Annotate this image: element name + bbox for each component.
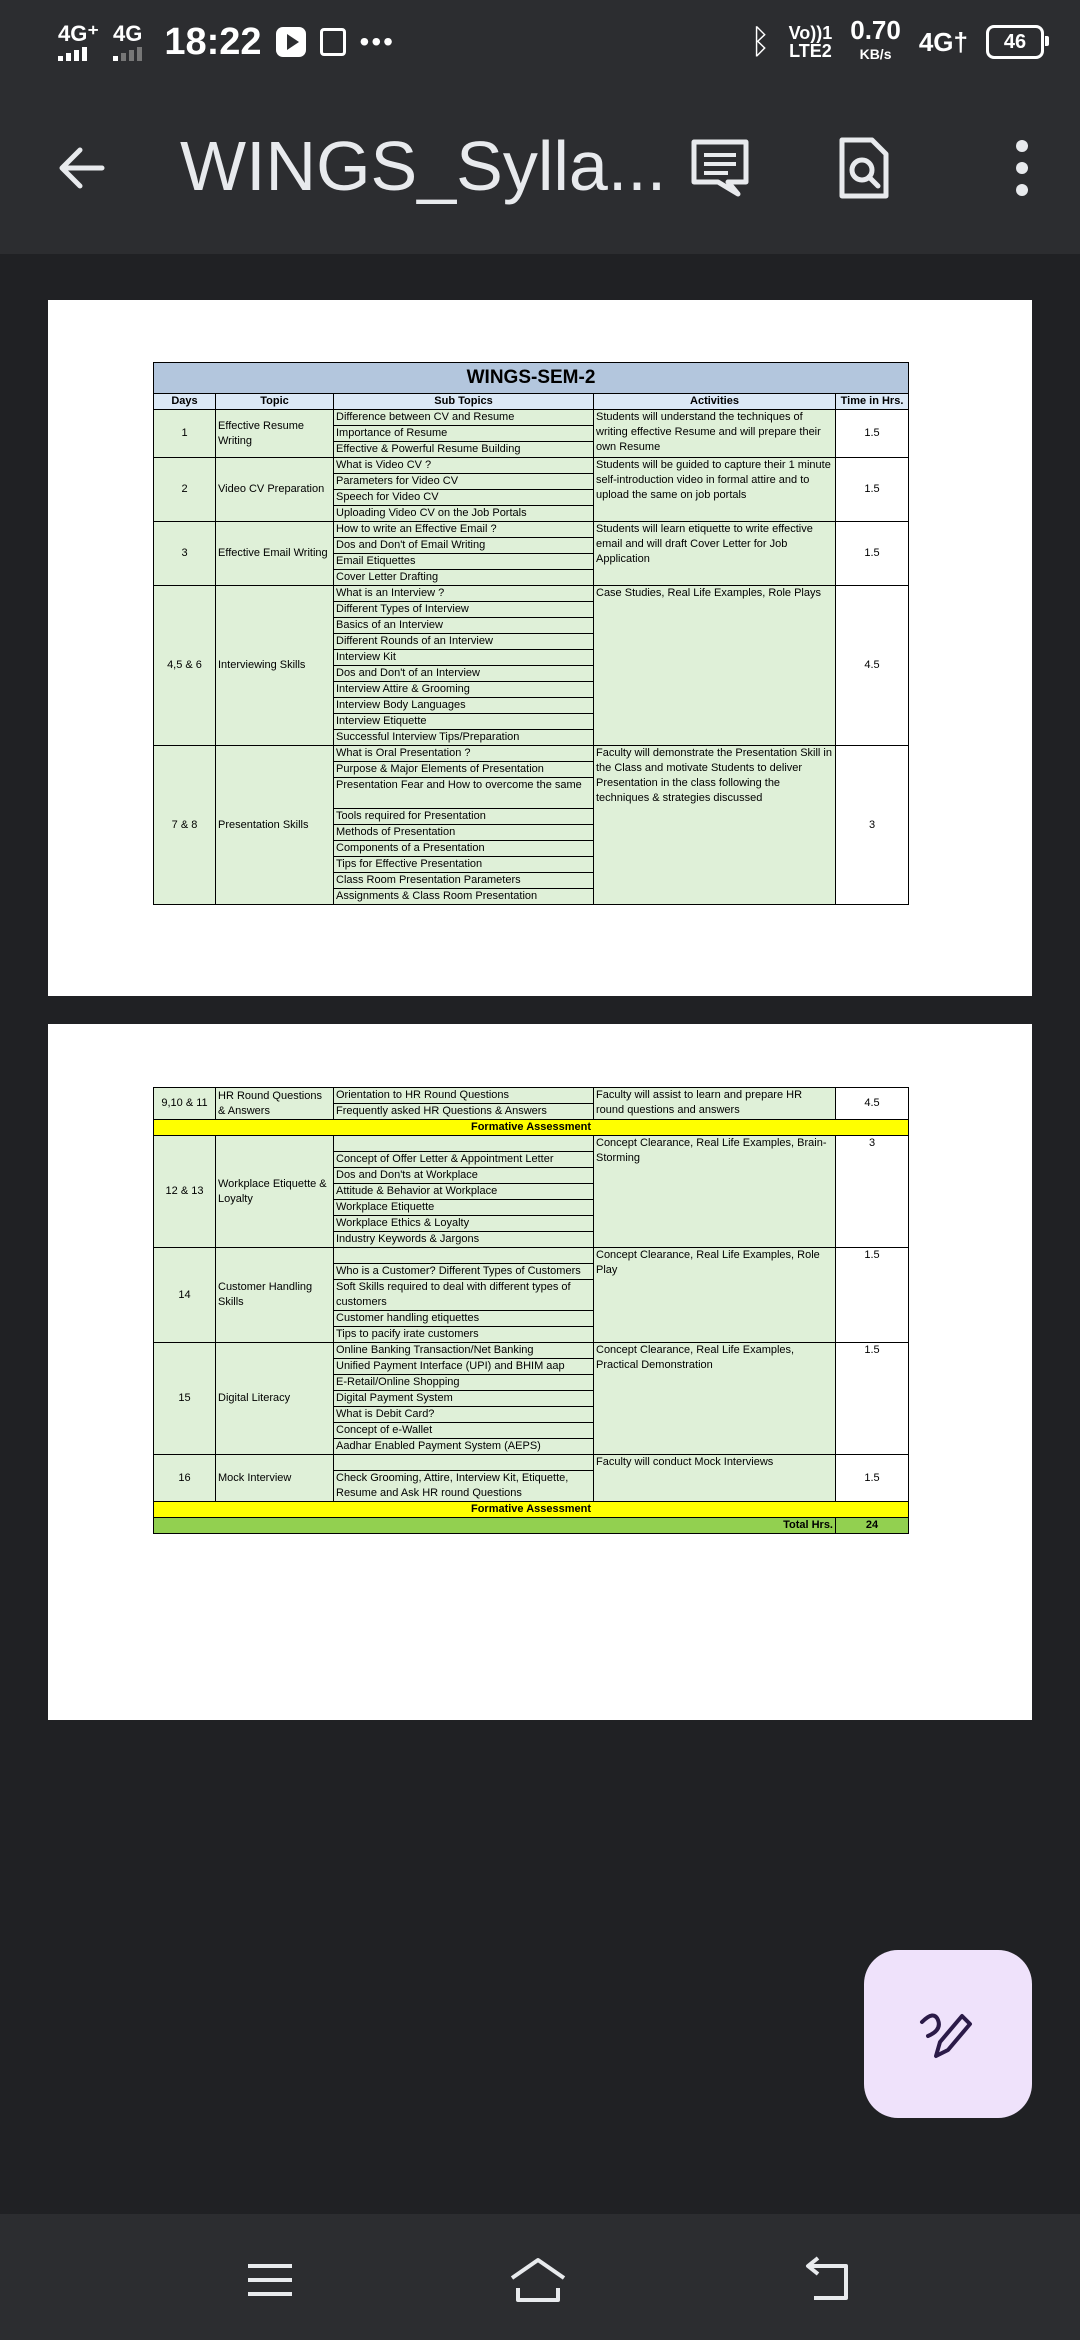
battery-level: 46: [1003, 30, 1027, 53]
store-notification-icon: [320, 28, 346, 56]
row-time: 1.5: [836, 410, 909, 458]
subtopic-item: What is Oral Presentation ?: [334, 746, 593, 762]
subtopic-item: Customer handling etiquettes: [334, 1311, 593, 1327]
subtopic-item: Who is a Customer? Different Types of Customers: [334, 1264, 593, 1280]
status-bar: [0, 0, 1080, 84]
subtopic-item: Soft Skills required to deal with different types of customers: [334, 1280, 593, 1311]
row-subtopics: [334, 746, 594, 905]
row-topic: Video CV Preparation: [216, 458, 334, 522]
subtopic-item: Components of a Presentation: [334, 841, 593, 857]
row-topic: Workplace Etiquette & Loyalty: [216, 1136, 334, 1248]
subtopic-item: Tips to pacify irate customers: [336, 1328, 479, 1340]
table-row: [154, 410, 909, 458]
subtopic-item: Online Banking Transaction/Net Banking: [334, 1343, 593, 1359]
table-row: [154, 458, 909, 522]
subtopic-item: Speech for Video CV: [334, 490, 593, 506]
row-topic: Interviewing Skills: [216, 586, 334, 746]
row-activities: Faculty will assist to learn and prepare HR round questions and answers: [594, 1088, 836, 1120]
more-notifications-icon: •••: [359, 26, 395, 57]
status-right: [750, 14, 1044, 70]
volte-top: Vo))1: [788, 23, 833, 43]
net-3-label: 4G†: [918, 27, 968, 57]
system-nav-bar: [0, 2214, 1080, 2340]
table-row: [154, 1455, 909, 1502]
row-days: 12 & 13: [154, 1136, 216, 1248]
subtopic-item: Industry Keywords & Jargons: [336, 1233, 480, 1245]
more-options-icon[interactable]: [990, 136, 1054, 200]
header-row: [154, 394, 909, 410]
row-activities: Case Studies, Real Life Examples, Role Plays: [594, 586, 836, 746]
formative-assessment-label: Formative Assessment: [154, 1120, 909, 1136]
table-row: [154, 1343, 909, 1455]
header-topic: Topic: [216, 394, 334, 410]
header-subtopics: Sub Topics: [334, 394, 594, 410]
row-time: 1.5: [836, 1455, 909, 1502]
row-activities: Concept Clearance, Real Life Examples, Brain-Storming: [594, 1136, 836, 1248]
pen-edit-icon: [916, 2002, 980, 2066]
row-activities: Concept Clearance, Real Life Examples, Role Play: [594, 1248, 836, 1343]
subtopic-item: Concept of e-Wallet: [334, 1423, 593, 1439]
row-time: 4.5: [836, 1088, 909, 1120]
header-time: Time in Hrs.: [836, 394, 909, 410]
find-in-document-icon[interactable]: [832, 136, 896, 200]
subtopic-item: Tools required for Presentation: [334, 809, 593, 825]
row-subtopics: [334, 1343, 594, 1455]
subtopic-item: Different Types of Interview: [334, 602, 593, 618]
row-days: 9,10 & 11: [154, 1088, 216, 1120]
row-days: 16: [154, 1455, 216, 1502]
status-left: [58, 14, 395, 70]
subtopic-spacer: [334, 1455, 593, 1471]
subtopic-item: Aadhar Enabled Payment System (AEPS): [336, 1440, 541, 1452]
formative-assessment-label: Formative Assessment: [154, 1502, 909, 1518]
row-subtopics: [334, 1455, 594, 1502]
table-row: [154, 1248, 909, 1343]
row-days: 3: [154, 522, 216, 586]
subtopic-item: Importance of Resume: [334, 426, 593, 442]
signal-1-icon: [58, 23, 99, 61]
document-title: WINGS_Sylla...: [180, 127, 667, 205]
row-topic: Presentation Skills: [216, 746, 334, 905]
total-label: Total Hrs.: [154, 1518, 836, 1534]
speed-value: 0.70: [850, 15, 901, 45]
subtopic-item: E-Retail/Online Shopping: [334, 1375, 593, 1391]
table-row: [154, 586, 909, 746]
subtopic-item: Uploading Video CV on the Job Portals: [336, 507, 527, 519]
row-activities: Faculty will demonstrate the Presentation Skill in the Class and motivate Students to deliver Presentation in the class following the techniques & strategies discussed: [594, 746, 836, 905]
subtopic-item: Dos and Don'ts at Workplace: [334, 1168, 593, 1184]
row-days: 1: [154, 410, 216, 458]
subtopic-item: Purpose & Major Elements of Presentation: [334, 762, 593, 778]
subtopic-item: Interview Kit: [334, 650, 593, 666]
row-time: 1.5: [836, 1248, 909, 1343]
subtopic-item: Interview Etiquette: [334, 714, 593, 730]
subtopic-item: Workplace Etiquette: [334, 1200, 593, 1216]
subtopic-item: Dos and Don't of Email Writing: [334, 538, 593, 554]
battery-icon: [986, 25, 1044, 59]
row-days: 4,5 & 6: [154, 586, 216, 746]
total-value: 24: [836, 1518, 909, 1534]
subtopic-item: Difference between CV and Resume: [334, 410, 593, 426]
subtopic-item: Methods of Presentation: [334, 825, 593, 841]
row-topic: HR Round Questions & Answers: [216, 1088, 334, 1120]
subtopic-item: Successful Interview Tips/Preparation: [336, 731, 520, 743]
syllabus-title: WINGS-SEM-2: [154, 363, 909, 394]
subtopic-item: Orientation to HR Round Questions: [334, 1088, 593, 1104]
subtopic-item: Unified Payment Interface (UPI) and BHIM aap: [334, 1359, 593, 1375]
subtopic-item: Class Room Presentation Parameters: [334, 873, 593, 889]
clock: 18:22: [164, 20, 262, 63]
edit-fab-button[interactable]: [864, 1950, 1032, 2118]
speed-unit: KB/s: [859, 46, 892, 62]
recent-apps-icon[interactable]: [240, 2250, 300, 2310]
row-activities: Students will understand the techniques of writing effective Resume and will prepare their own Resume: [594, 410, 836, 458]
row-days: 7 & 8: [154, 746, 216, 905]
home-icon[interactable]: [508, 2250, 568, 2310]
comment-icon[interactable]: [688, 136, 752, 200]
back-arrow-icon[interactable]: [52, 138, 112, 198]
table-row: [154, 1088, 909, 1120]
document-page-2: [48, 1024, 1032, 1720]
row-subtopics: [334, 458, 594, 522]
row-subtopics: [334, 1088, 594, 1120]
subtopic-item: Check Grooming, Attire, Interview Kit, Etiquette, Resume and Ask HR round Questions: [336, 1472, 569, 1499]
subtopic-item: Attitude & Behavior at Workplace: [334, 1184, 593, 1200]
subtopic-spacer: [334, 1248, 593, 1264]
document-page-1: [48, 300, 1032, 996]
net-1-label: 4G⁺: [58, 21, 99, 46]
subtopic-item: Assignments & Class Room Presentation: [336, 890, 538, 902]
subtopic-item: Concept of Offer Letter & Appointment Letter: [334, 1152, 593, 1168]
row-days: 15: [154, 1343, 216, 1455]
row-subtopics: [334, 1136, 594, 1248]
table-row: [154, 746, 909, 905]
row-time: 1.5: [836, 522, 909, 586]
row-topic: Effective Resume Writing: [216, 410, 334, 458]
row-topic: Effective Email Writing: [216, 522, 334, 586]
subtopic-item: Presentation Fear and How to overcome the same: [334, 778, 593, 809]
subtopic-item: What is Video CV ?: [334, 458, 593, 474]
play-notification-icon: [276, 27, 306, 57]
table-row: [154, 522, 909, 586]
subtopic-item: Effective & Powerful Resume Building: [336, 443, 521, 455]
subtopic-item: Parameters for Video CV: [334, 474, 593, 490]
header-activities: Activities: [594, 394, 836, 410]
row-subtopics: [334, 1248, 594, 1343]
row-time: 1.5: [836, 1343, 909, 1455]
subtopic-spacer: [334, 1136, 593, 1152]
row-subtopics: [334, 522, 594, 586]
subtopic-item: How to write an Effective Email ?: [334, 522, 593, 538]
total-row: [154, 1518, 909, 1534]
app-bar: [0, 84, 1080, 254]
bluetooth-icon: ᛒ: [750, 22, 771, 61]
row-time: 3: [836, 746, 909, 905]
volte-icon: [789, 24, 833, 60]
subtopic-item: Basics of an Interview: [334, 618, 593, 634]
subtopic-item: Different Rounds of an Interview: [334, 634, 593, 650]
subtopic-item: What is Debit Card?: [334, 1407, 593, 1423]
row-time: 1.5: [836, 458, 909, 522]
row-days: 2: [154, 458, 216, 522]
subtopic-item: Interview Body Languages: [334, 698, 593, 714]
subtopic-item: Workplace Ethics & Loyalty: [334, 1216, 593, 1232]
formative-assessment-row: [154, 1502, 909, 1518]
row-activities: Faculty will conduct Mock Interviews: [594, 1455, 836, 1502]
subtopic-item: Frequently asked HR Questions & Answers: [336, 1105, 547, 1117]
subtopic-item: Interview Attire & Grooming: [334, 682, 593, 698]
header-days: Days: [154, 394, 216, 410]
syllabus-table-part-1: [153, 362, 909, 905]
row-topic: Customer Handling Skills: [216, 1248, 334, 1343]
row-time: 3: [836, 1136, 909, 1248]
subtopic-item: Dos and Don't of an Interview: [334, 666, 593, 682]
row-topic: Mock Interview: [216, 1455, 334, 1502]
row-subtopics: [334, 586, 594, 746]
subtopic-item: Cover Letter Drafting: [336, 571, 439, 583]
subtopic-item: Tips for Effective Presentation: [334, 857, 593, 873]
formative-assessment-row: [154, 1120, 909, 1136]
row-days: 14: [154, 1248, 216, 1343]
subtopic-item: Digital Payment System: [334, 1391, 593, 1407]
data-icon: [918, 27, 968, 57]
network-speed: [850, 15, 901, 66]
subtopic-item: Email Etiquettes: [334, 554, 593, 570]
back-icon[interactable]: [796, 2250, 856, 2310]
subtopic-item: What is an Interview ?: [334, 586, 593, 602]
row-subtopics: [334, 410, 594, 458]
row-topic: Digital Literacy: [216, 1343, 334, 1455]
volte-bottom: LTE2: [789, 41, 832, 61]
signal-2-icon: [113, 23, 142, 61]
row-activities: Students will be guided to capture their 1 minute self-introduction video in formal attire and to upload the same on job portals: [594, 458, 836, 522]
row-activities: Students will learn etiquette to write effective email and will draft Cover Letter for Job Application: [594, 522, 836, 586]
net-2-label: 4G: [112, 21, 143, 46]
row-time: 4.5: [836, 586, 909, 746]
syllabus-table-part-2: [153, 1087, 909, 1534]
table-row: [154, 1136, 909, 1248]
row-activities: Concept Clearance, Real Life Examples, Practical Demonstration: [594, 1343, 836, 1455]
